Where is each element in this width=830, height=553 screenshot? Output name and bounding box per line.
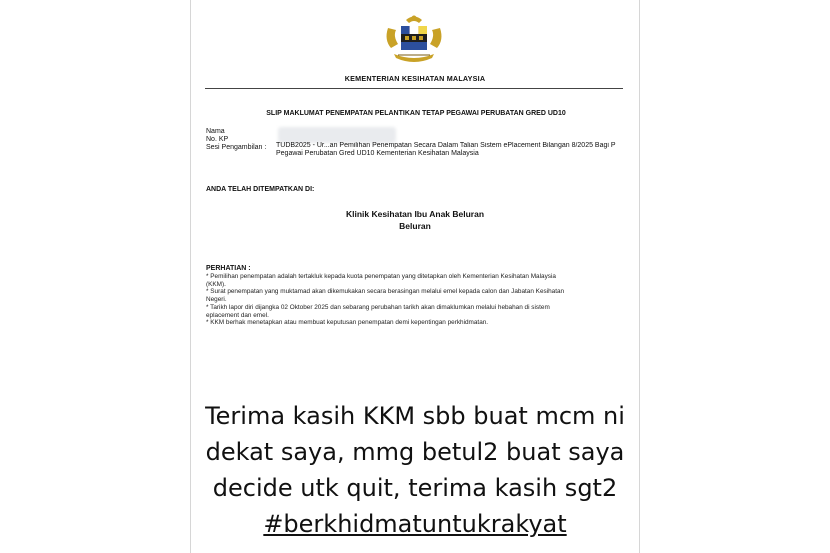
placement-location <box>290 208 540 232</box>
caption-line: Terima kasih KKM sbb buat mcm ni <box>205 402 625 430</box>
clinic-name: Klinik Kesihatan Ibu Anak Beluran <box>345 209 485 219</box>
placement-heading: ANDA TELAH DITEMPATKAN DI: <box>206 186 315 193</box>
notice-title: PERHATIAN : <box>206 265 251 272</box>
malaysia-coat-of-arms-icon <box>382 14 446 66</box>
story-caption <box>200 398 630 542</box>
notice-list <box>206 273 626 327</box>
sesi-label: Sesi Pengambilan : <box>206 144 267 151</box>
notice-item: * Surat penempatan yang muktamad akan dikemukakan secara berasingan melalui emel kepada calon dan Jabatan Kesihatan <box>206 288 565 296</box>
caption-line: decide utk quit, terima kasih sgt2 <box>212 474 618 502</box>
district-name: Beluran <box>399 221 431 231</box>
sesi-value-line2: Pegawai Perubatan Gred UD10 Kementerian Kesihatan Malaysia <box>276 150 479 157</box>
notice-item: (KKM). <box>206 280 226 288</box>
sesi-value-line1: TUDB2025 - Ur...an Pemilihan Penempatan Secara Dalam Talian Sistem ePlacement Bilangan 8/2025 Bagi P <box>276 142 616 149</box>
redacted-personal-info <box>278 127 396 143</box>
notice-item: * KKM berhak menetapkan atau membuat keputusan penempatan demi kepentingan perkhidmatan. <box>206 319 489 327</box>
nama-label: Nama <box>206 128 225 135</box>
notice-item: Negeri. <box>206 296 227 304</box>
notice-item: eplacement dan emel. <box>206 311 269 319</box>
kp-label: No. KP <box>206 136 229 143</box>
caption-hashtag[interactable]: #berkhidmatuntukrakyat <box>263 510 567 538</box>
ministry-name: KEMENTERIAN KESIHATAN MALAYSIA <box>344 74 486 83</box>
sesi-value <box>276 142 640 158</box>
header-divider <box>205 88 623 89</box>
notice-item: * Tarikh lapor diri dijangka 02 Oktober 2025 dan sebarang perubahan tarikh akan dimaklumkan melalui hebahan di sistem <box>206 303 550 311</box>
caption-line: dekat saya, mmg betul2 buat saya <box>205 438 625 466</box>
notice-item: * Pemilihan penempatan adalah tertakluk kepada kuota penempatan yang ditetapkan oleh Kementerian Kesihatan Malaysia <box>206 273 556 280</box>
slip-title: SLIP MAKLUMAT PENEMPATAN PELANTIKAN TETAP PEGAWAI PERUBATAN GRED UD10 <box>266 110 566 117</box>
